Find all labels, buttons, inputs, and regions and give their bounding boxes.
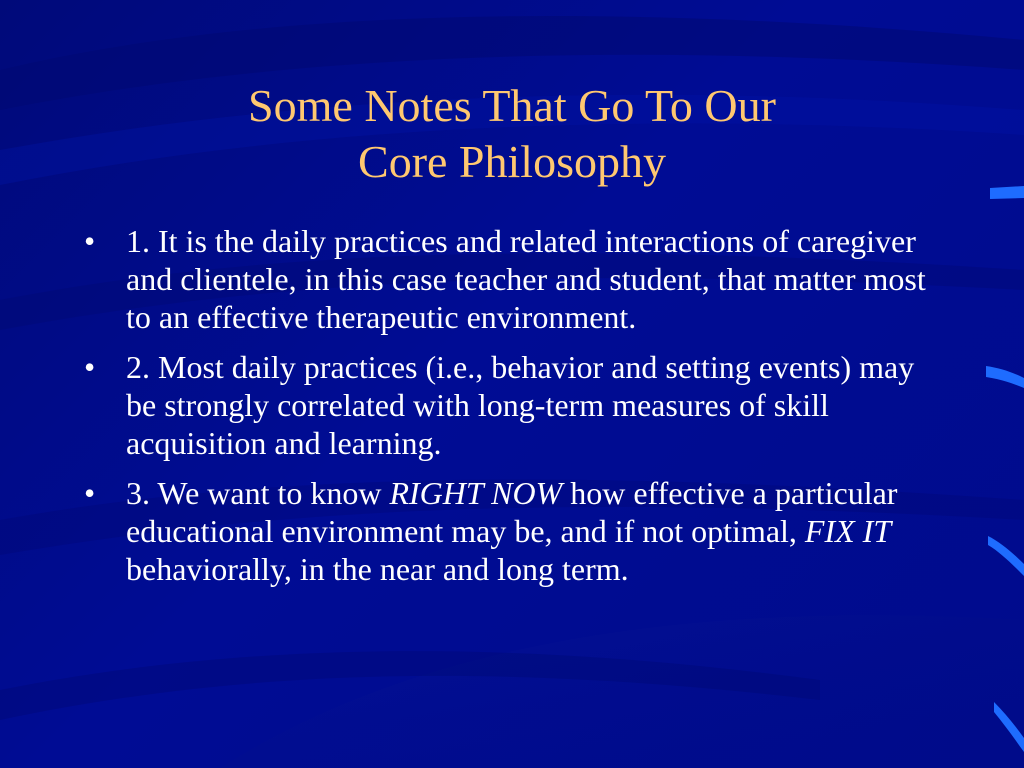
bullet-text: 1. It is the daily practices and related interactions of caregiver and clientele, in this case teacher and student, that matter most to an effective therapeutic environment. xyxy=(126,223,926,335)
bullet-text: 2. Most daily practices (i.e., behavior and setting events) may be strongly correlated with long-term measures of skill acquisition and learning. xyxy=(126,349,915,461)
bullet-emphasis: FIX IT xyxy=(804,513,892,549)
bullet-item xyxy=(84,222,944,336)
accent-mark xyxy=(986,366,1024,388)
bullet-marker: • xyxy=(84,349,96,385)
bullet-text-segment: 3. We want to know xyxy=(126,475,390,511)
bullet-item xyxy=(84,474,944,588)
slide-title xyxy=(0,78,1024,190)
bullet-text-segment: how effective a particular educational environment may be, and if not optimal, xyxy=(126,475,898,549)
bullet-emphasis: RIGHT NOW xyxy=(389,475,563,511)
accent-mark xyxy=(988,536,1024,576)
bullet-text-segment: behaviorally, in the near and long term. xyxy=(126,551,629,587)
bullet-marker: • xyxy=(84,475,96,511)
slide-title-line-1: Some Notes That Go To Our xyxy=(248,80,776,131)
bullet-list xyxy=(84,222,944,600)
bullet-item xyxy=(84,348,944,462)
bullet-marker: • xyxy=(84,223,96,259)
background-swoosh xyxy=(220,615,1024,768)
slide-title-line-2: Core Philosophy xyxy=(358,136,666,187)
